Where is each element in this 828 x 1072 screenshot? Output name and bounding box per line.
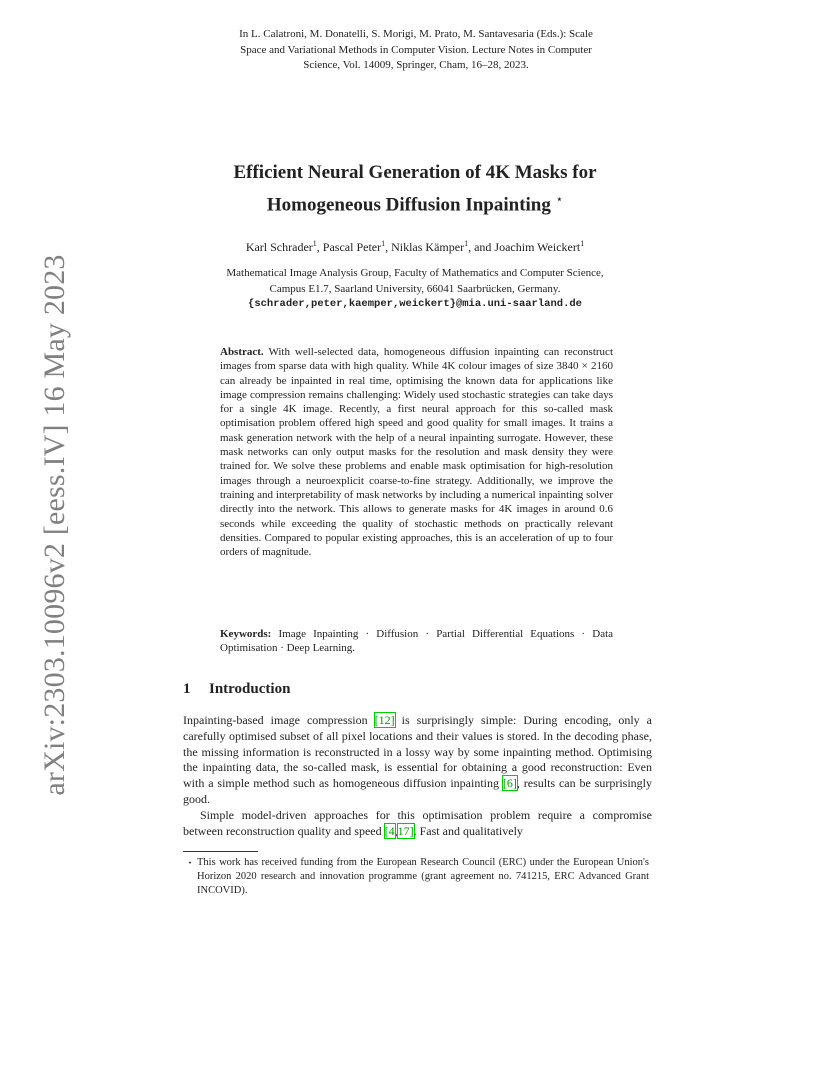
citation-link[interactable]: [12] — [374, 713, 395, 727]
title-line-1: Efficient Neural Generation of 4K Masks for — [233, 162, 597, 183]
affiliation-block — [150, 266, 680, 313]
footnote-text: This work has received funding from the European Research Council (ERC) under the European Union's Horizon 2020 research and innovation programme (grant agreement no. 741215, ERC Advanced Grant INCOVID). — [197, 857, 649, 896]
author-affiliation-mark: 1 — [580, 239, 585, 248]
keywords — [220, 627, 613, 656]
paragraph — [183, 808, 652, 840]
footnote — [183, 856, 652, 898]
section-title: Introduction — [209, 681, 291, 697]
paragraph — [183, 713, 652, 808]
author-emails: {schrader,peter,kaemper,weickert}@mia.uni-saarland.de — [248, 298, 582, 310]
author-affiliation-mark: 1 — [381, 239, 386, 248]
arxiv-identifier-stamp: arXiv:2303.10096v2 [eess.IV] 16 May 2023 — [38, 254, 71, 796]
citation-separator: , — [394, 823, 398, 838]
header-line-2: Space and Variational Methods in Computer Vision. Lecture Notes in Computer — [240, 43, 592, 56]
author-name: Pascal Peter — [322, 240, 382, 254]
header-line-1: In L. Calatroni, M. Donatelli, S. Morigi, M. Prato, M. Santavesaria (Eds.): Scale — [239, 28, 593, 40]
author-name: Joachim Weickert — [494, 240, 581, 254]
paragraph-text: Inpainting-based image compression — [183, 713, 375, 727]
affiliation-line-2: Campus E1.7, Saarland University, 66041 Saarbrücken, Germany. — [269, 282, 561, 295]
footnote-divider — [183, 851, 258, 852]
citation-link[interactable]: [4 — [384, 823, 395, 838]
abstract-text: With well-selected data, homogeneous diffusion inpainting can reconstruct images from sparse data with high quality. While 4K colour images of size 3840 × 2160 can already be inpainted in real time, optimising the known data for applications like image compression remains challenging: Widely used stochastic strategies can take days for a single 4K image. Recently, a first neural approach for this so-called mask optimisation problem offered high speed and good quality for small images. It trains a mask generation network with the help of a neural inpainting surrogate. However, these mask networks can only output masks for the resolution and mask density they were trained for. We solve these problems and enable mask optimisation for high-resolution images through a neuroexplicit coarse-to-fine strategy. Additionally, we improve the training and interpretability of mask networks by including a numerical inpainting solver directly into the network. This allows to generate masks for 4K images in around 0.6 seconds while exceeding the quality of stochastic methods on practically relevant densities. Compared to popular existing approaches, this is an acceleration of up to four orders of magnitude. — [220, 346, 613, 559]
paper-title — [150, 160, 680, 218]
title-line-2 — [150, 186, 680, 218]
author-list: Karl Schrader$^1$, Pascal Peter$^1$, Niklas Kämper$^1$, and Joachim Weickert$^1$ — [245, 239, 585, 254]
footnote-mark: ⋆ — [187, 858, 193, 867]
author-name: Karl Schrader — [245, 240, 313, 254]
introduction-body — [183, 713, 652, 839]
publication-header — [160, 27, 672, 74]
paragraph-text: is surprisingly simple: During encoding, only a carefully optimised subset of all pixel locations and their values is stored. In the decoding phase, the missing information is reconstructed in a lossy way by some inpainting method. Optimising the inpainting data, the so-called mask, is essential for obtaining a good reconstruction: Even with a simple method such as homogeneous diffusion inpainting — [183, 713, 652, 791]
section-number: 1 — [183, 681, 191, 697]
keywords-text: Image Inpainting · Diffusion · Partial Differential Equations · Data Optimisation · Deep Learning. — [220, 628, 614, 655]
citation-link[interactable]: [6] — [502, 776, 517, 791]
paragraph-text: , results can be surprisingly good. — [183, 776, 652, 806]
section-heading-introduction — [183, 681, 653, 698]
citation-link[interactable]: 17] — [397, 823, 414, 838]
abstract — [220, 345, 613, 559]
affiliation-line-1: Mathematical Image Analysis Group, Faculty of Mathematics and Computer Science, — [226, 267, 604, 279]
title-footnote-star[interactable]: ⋆ — [555, 192, 564, 206]
title-line-2-text: Homogeneous Diffusion Inpainting — [266, 194, 551, 216]
header-line-3: Science, Vol. 14009, Springer, Cham, 16–28, 2023. — [303, 59, 529, 71]
author-affiliation-mark: 1 — [464, 239, 469, 248]
author-name: Niklas Kämper — [391, 240, 465, 254]
abstract-label: Abstract. — [220, 346, 264, 358]
paragraph-text: . Fast and qualitatively — [413, 823, 523, 838]
paragraph-text: Simple model-driven approaches for this optimisation problem require a compromise between reconstruction quality and speed — [183, 807, 652, 838]
keywords-label: Keywords: — [220, 628, 272, 640]
author-affiliation-mark: 1 — [312, 239, 317, 248]
